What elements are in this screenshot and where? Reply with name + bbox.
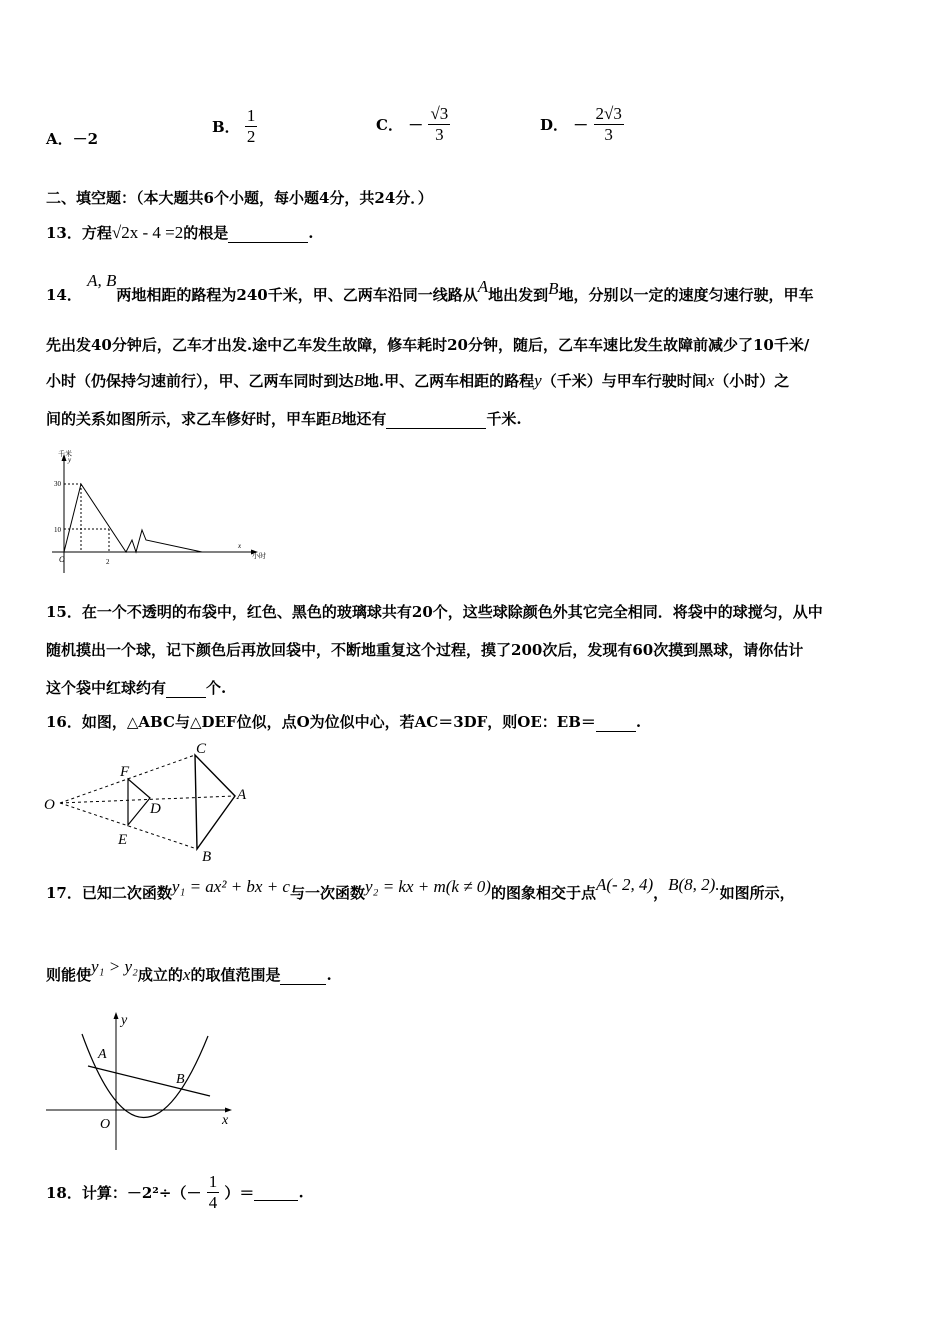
- question-14-line1: 14． A, B两地相距的路程为240千米，甲、乙两车沿同一线路从A地出发到B地，分别以一定的速度匀速行驶，甲车: [46, 271, 814, 304]
- question-17-line2: 则能使y₁ > y₂成立的x的取值范围是 .: [46, 957, 332, 984]
- quadratic-formula: y₁ = ax² + bx + c: [171, 877, 290, 896]
- point-b: B(8, 2).: [668, 875, 720, 894]
- x-unit-label: 小时: [252, 552, 266, 560]
- point-a: A(- 2, 4): [595, 875, 654, 894]
- y-axis-label: y: [121, 1013, 128, 1028]
- q17-function-graph: [42, 1008, 242, 1158]
- label-f: F: [120, 764, 130, 780]
- label-a: A: [98, 1047, 107, 1062]
- answer-blank-18: [254, 1184, 298, 1201]
- choice-c: C． － $\frac{√3}{3}$: [376, 104, 449, 144]
- question-15-line2: 随机摸出一个球，记下颜色后再放回袋中，不断地重复这个过程，摸了200次后，发现有60次摸到黑球，请你估计: [46, 641, 804, 659]
- label-a: A: [237, 787, 247, 803]
- answer-blank-15: [166, 681, 206, 698]
- tick-label-2: 2: [106, 558, 110, 566]
- choice-b: B． $\frac{1}{2}$: [212, 106, 256, 146]
- section-title: 二、填空题：（本大题共6个小题，每小题4分，共24分．）: [46, 189, 433, 207]
- origin-label: O: [59, 555, 65, 564]
- question-16: 16．如图，△ABC与△DEF位似，点O为位似中心，若AC＝3DF，则OE：EB＝ .: [46, 713, 642, 731]
- x-axis-arrow: [225, 1108, 232, 1113]
- y-axis-label: y: [68, 456, 72, 464]
- tick-label-10: 10: [54, 526, 61, 534]
- label-c: C: [196, 741, 207, 757]
- fraction-q18: $\frac{1}{4}$: [208, 1172, 218, 1212]
- question-14-line2: 先出发40分钟后，乙车才出发.途中乙车发生故障，修车耗时20分钟，随后，乙车车速比发生故障前减少了10千米/: [46, 336, 810, 354]
- q13-equation: √2x - 4 =2: [111, 223, 184, 242]
- x-axis-label: x: [222, 1113, 229, 1128]
- answer-blank-14: [386, 412, 486, 429]
- triangle-def: [128, 779, 150, 825]
- fraction-b: $\frac{1}{2}$: [246, 106, 256, 146]
- question-15-line3: 这个袋中红球约有 个.: [46, 679, 227, 697]
- tick-label-30: 30: [54, 480, 61, 488]
- label-e: E: [118, 832, 128, 848]
- label-o: O: [44, 797, 55, 813]
- origin-label: O: [100, 1117, 111, 1132]
- y-axis-arrow: [114, 1012, 119, 1019]
- answer-blank-16: [596, 715, 636, 732]
- q16-similar-triangles-figure: [40, 736, 260, 866]
- choice-d: D． － $\frac{2√3}{3}$: [540, 104, 622, 144]
- q14-distance-graph: [44, 448, 274, 580]
- choice-a: A．－2: [46, 130, 99, 148]
- question-18: 18．计算：－2²÷（－ $\frac{1}{4}$ ）＝ .: [46, 1172, 304, 1212]
- label-d: D: [150, 801, 161, 817]
- triangle-abc: [195, 755, 235, 849]
- label-b: B: [202, 849, 212, 865]
- fraction-c: $\frac{√3}{3}$: [430, 104, 449, 144]
- question-15-line1: 15．在一个不透明的布袋中，红色、黑色的玻璃球共有20个，这些球除颜色外其它完全相同．将袋中的球搅匀，从中: [46, 603, 823, 621]
- answer-blank-13: [228, 226, 308, 243]
- question-13: 13．方程√2x - 4 =2的根是 .: [46, 223, 314, 242]
- label-b: B: [176, 1072, 185, 1087]
- linear-formula: y₂ = kx + m(k ≠ 0): [365, 877, 491, 896]
- inequality: y₁ > y₂: [91, 957, 138, 976]
- question-17-line1: 17．已知二次函数y₁ = ax² + bx + c与一次函数y₂ = kx + m(k ≠ 0)的图象相交于点A(- 2, 4)，B(8, 2).如图所示，: [46, 875, 795, 902]
- question-14-line4: 间的关系如图所示，求乙车修好时，甲车距B地还有 千米.: [46, 409, 522, 428]
- answer-blank-17: [280, 968, 326, 985]
- question-14-line3: 小时（仍保持匀速前行），甲、乙两车同时到达B地.甲、乙两车相距的路程y（千米）与甲车行驶时间x（小时）之: [46, 371, 790, 390]
- distance-polyline: [64, 484, 202, 552]
- y-unit-label: 千米: [58, 450, 72, 458]
- x-axis-label: x: [238, 542, 242, 550]
- fraction-d: $\frac{2√3}{3}$: [595, 104, 622, 144]
